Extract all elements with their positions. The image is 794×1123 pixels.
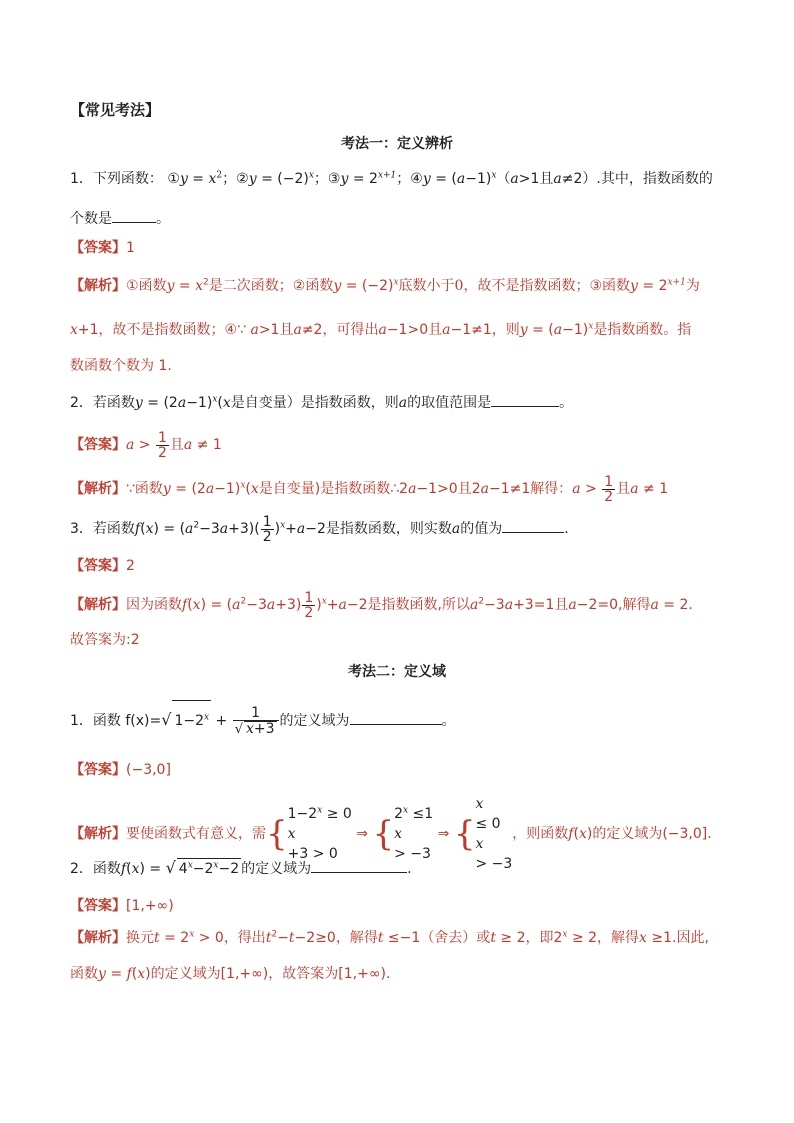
section-title: 【常见考法】 (70, 101, 161, 119)
problem4-analysis: 【解析】要使函数式有意义，需{ $1-2^x \ge 0$ x +3 > 0 ⇒ { $2^x \le 1$ x > −3 ⇒ { x ≤ 0 x > −3 ，则函数f(x)的定义域为(−3,0]. (70, 796, 712, 872)
problem1-answer: 【答案】1 (70, 240, 135, 256)
problem5-analysis: 【解析】换元$t = 2^x > 0$，得出$t^2-t-2\ge 0$，解得t ≤−1（舍去）或t ≥ 2，即$2^x \ge 2$，解得x ≥1.因此, (70, 929, 709, 946)
problem1-question: 1．下列函数： ①y = $x^2$；②y = $(-2)^x$；③y = $2^{x+1}$；④y = $(a-1)^x(a>1$且a≠2）.其中，指数函数的 (70, 170, 713, 187)
problem2-question: 2．若函数$y = (2a-1)^x(x$是自变量）是指数函数，则a的取值范围是 。 (70, 392, 573, 413)
problem2-answer: 【答案】a > $\frac{1}{2}$ 且a ≠ 1 (70, 429, 222, 461)
problem3-question: 3．若函数$f(x) = (a^2-3a+3)$( $\frac{1}{2}$ )$^x$+a−2是指数函数，则实数a的值为 . (70, 513, 569, 545)
method1-title: 考法一：定义辨析 (341, 136, 453, 152)
problem5-answer: 【答案】[1,+∞) (70, 898, 174, 914)
problem1-analysis-line3: 数函数个数为 1. (70, 358, 172, 374)
method2-title: 考法二：定义域 (348, 664, 446, 680)
problem4-question: 1．函数 f(x)=√ $1-2^x$ + $\frac{1}{√ x+3}$ 的定义域为 。 (70, 700, 456, 741)
problem2-analysis: 【解析】∵函数$y = (2a-1)^x(x$是自变量)是指数函数∴2a−1>0且2a−1≠1解得：a > $\frac{1}{2}$ 且a ≠ 1 (70, 473, 669, 505)
problem1-analysis: 【解析】①函数$y = x^2$是二次函数；②函数$y = (-2)^x$底数小于0，故不是指数函数；③函数$y = 2^{x+1}$为 (70, 277, 700, 294)
problem1-analysis-line2: x+1，故不是指数函数；④∵ a>1且a≠2，可得出a−1>0且a−1≠1，则$y = (a-1)^x$是指数函数。指 (70, 321, 692, 338)
problem5-question: 2．函数f(x) = √ $4^x-2^x-2$ 的定义域为 . (70, 858, 412, 877)
problem1-question-line2: 个数是 。 (70, 208, 170, 229)
problem3-answer: 【答案】2 (70, 558, 135, 574)
problem4-answer: 【答案】(−3,0] (70, 762, 171, 778)
problem3-analysis-line2: 故答案为:2 (70, 632, 140, 648)
problem5-analysis-line2: 函数y = f(x)的定义域为[1,+∞)，故答案为[1,+∞). (70, 966, 391, 982)
problem3-analysis: 【解析】因为函数$f(x) = (a^2-3a+3)$ $\frac{1}{2}$ )$^x$+a−2是指数函数,所以$a^2-3a+3=1$且a−2=0,解得a = 2. (70, 589, 693, 621)
